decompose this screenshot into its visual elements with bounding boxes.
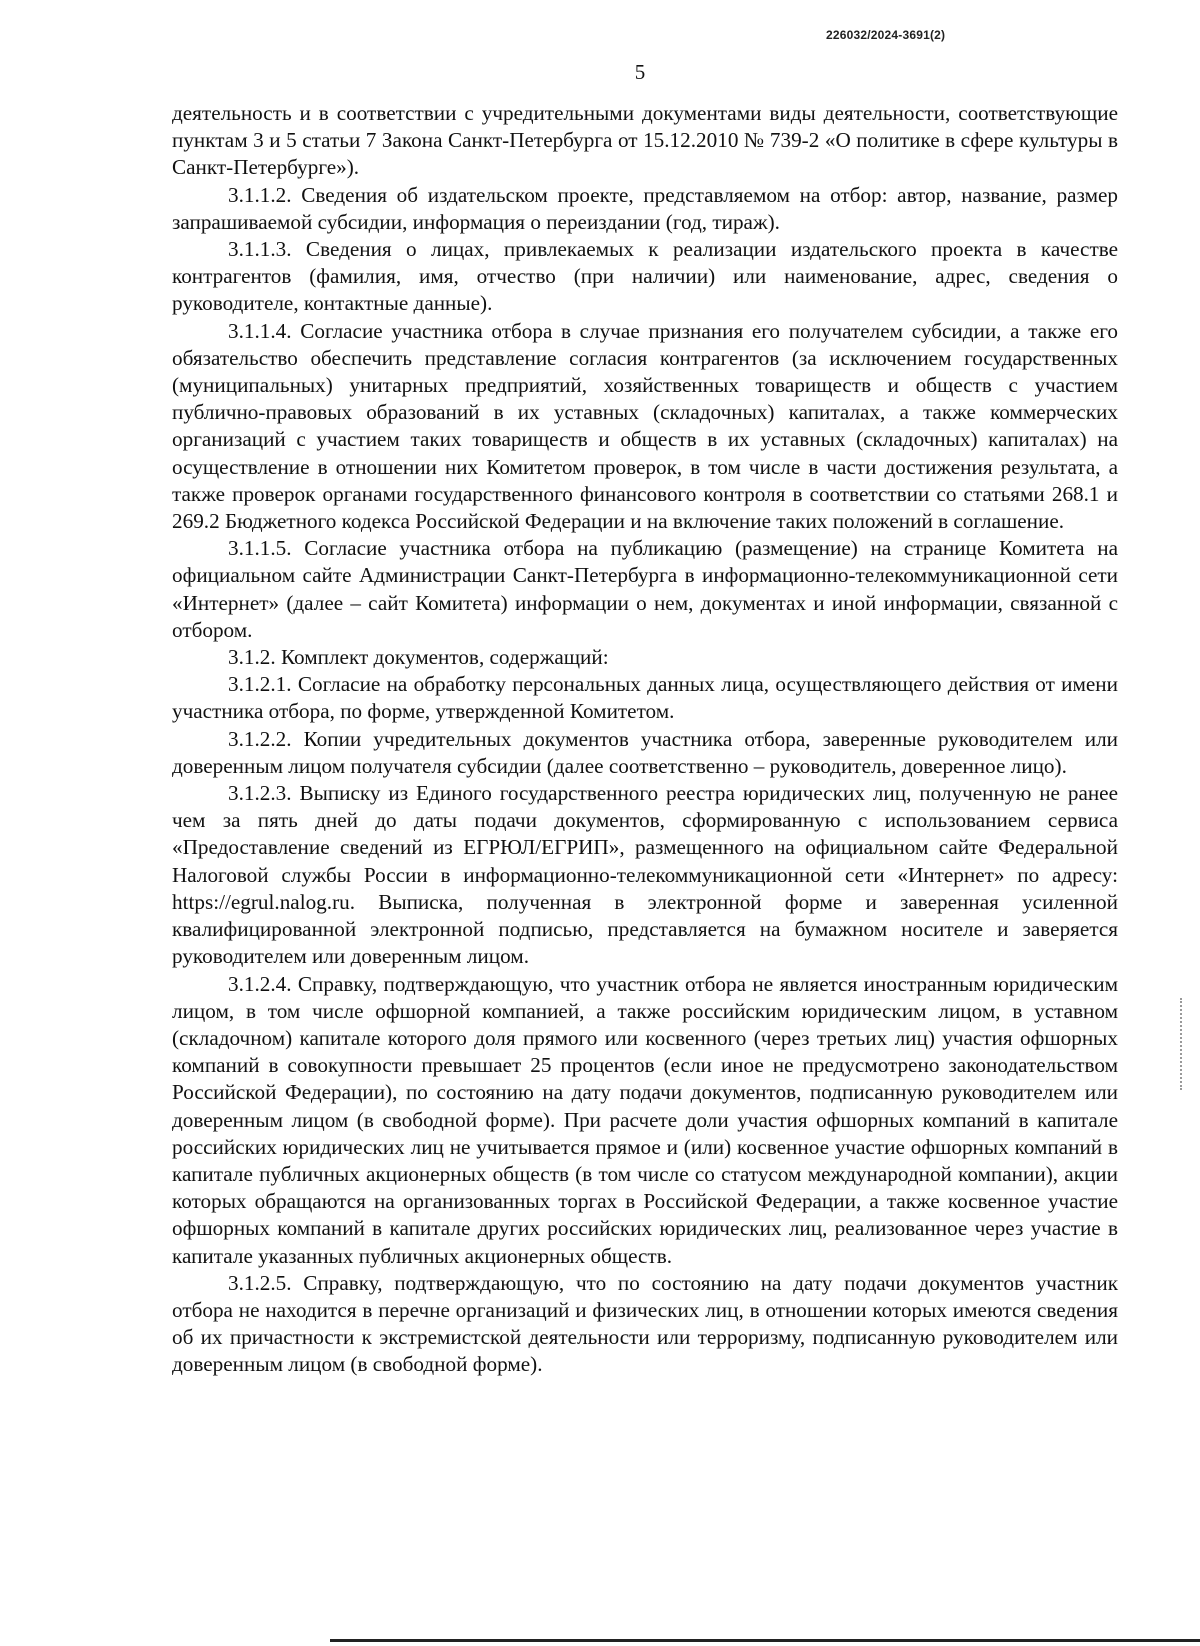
- registration-number: 226032/2024-3691(2): [826, 28, 946, 42]
- paragraph-3-1-1-2: 3.1.1.2. Сведения об издательском проекте, представляемом на отбор: автор, название, размер запрашиваемой субсидии, информация о переиздании (год, тираж).: [172, 182, 1118, 234]
- paragraph-3-1-2-5: 3.1.2.5. Справку, подтверждающую, что по состоянию на дату подачи документов участник отбора не находится в перечне организаций и физических лиц, в отношении которых имеются сведения об их причастности к экстремистской деятельности или терроризму, подписанную руководителем или доверенным лицом (в свободной форме).: [172, 1270, 1118, 1377]
- paragraph-3-1-1-3: 3.1.1.3. Сведения о лицах, привлекаемых к реализации издательского проекта в качестве контрагентов (фамилия, имя, отчество (при наличии) или наименование, адрес, сведения о руководителе, контактные данные).: [172, 237, 1118, 316]
- paragraph-3-1-2-4: 3.1.2.4. Справку, подтверждающую, что участник отбора не является иностранным юридическим лицом, в том числе офшорной компанией, а также российским юридическим лицом, в уставном (складочном) капитале которого доля прямого или косвенного (через третьих лиц) участия офшорных компаний в совокупности превышает 25 процентов (если иное не предусмотрено законодательством Российской Федерации), по состоянию на дату подачи документов, подписанную руководителем или доверенным лицом (в свободной форме). При расчете доли участия офшорных компаний в капитале российских юридических лиц не учитывается прямое и (или) косвенное участие офшорных компаний в капитале публичных акционерных обществ (в том числе со статусом международной компании), акции которых обращаются на организованных торгах в Российской Федерации, а также косвенное участие офшорных компаний в капитале других российских юридических лиц, реализованное через участие в капитале указанных публичных акционерных обществ.: [172, 971, 1118, 1268]
- scan-margin-mark: [1180, 998, 1184, 1090]
- page-number: 5: [634, 60, 646, 84]
- paragraph-3-1-1-4: 3.1.1.4. Согласие участника отбора в случае признания его получателем субсидии, а также его обязательство обеспечить представление согласия контрагентов (за исключением государственных (муниципальных) унитарных предприятий, хозяйственных товариществ и обществ с участием публично-правовых образований в их уставных (складочных) капиталах, а также коммерческих организаций с участием таких товариществ и обществ в их уставных (складочных) капиталах) на осуществление в отношении них Комитетом проверок, в том числе в части достижения результата, а также проверок органами государственного финансового контроля в соответствии со статьями 268.1 и 269.2 Бюджетного кодекса Российской Федерации и на включение таких положений в соглашение.: [172, 318, 1118, 534]
- paragraph-3-1-2-2: 3.1.2.2. Копии учредительных документов участника отбора, заверенные руководителем или доверенным лицом получателя субсидии (далее соответственно – руководитель, доверенное лицо).: [172, 726, 1118, 778]
- paragraph-3-1-2-1: 3.1.2.1. Согласие на обработку персональных данных лица, осуществляющего действия от имени участника отбора, по форме, утвержденной Комитетом.: [172, 672, 1118, 724]
- document-body: [172, 100, 1118, 1379]
- bottom-edge-line: [330, 1639, 1200, 1642]
- paragraph-3-1-2-3: 3.1.2.3. Выписку из Единого государственного реестра юридических лиц, полученную не ранее чем за пять дней до даты подачи документов, сформированную с использованием сервиса «Предоставление сведений из ЕГРЮЛ/ЕГРИП», размещенного на официальном сайте Федеральной Налоговой службы России в информационно-телекоммуникационной сети «Интернет» по адресу: https://egrul.nalog.ru. Выписка, полученная в электронной форме и заверенная усиленной квалифицированной электронной подписью, представляется на бумажном носителе и заверяется руководителем или доверенным лицом.: [172, 781, 1118, 969]
- paragraph-continuation: деятельность и в соответствии с учредительными документами виды деятельности, соответствующие пунктам 3 и 5 статьи 7 Закона Санкт-Петербурга от 15.12.2010 № 739-2 «О политике в сфере культуры в Санкт-Петербурге»).: [172, 101, 1118, 180]
- paragraph-3-1-1-5: 3.1.1.5. Согласие участника отбора на публикацию (размещение) на странице Комитета на официальном сайте Администрации Санкт-Петербурга в информационно-телекоммуникационной сети «Интернет» (далее – сайт Комитета) информации о нем, документах и иной информации, связанной с отбором.: [172, 536, 1118, 642]
- paragraph-3-1-2: 3.1.2. Комплект документов, содержащий:: [228, 645, 609, 670]
